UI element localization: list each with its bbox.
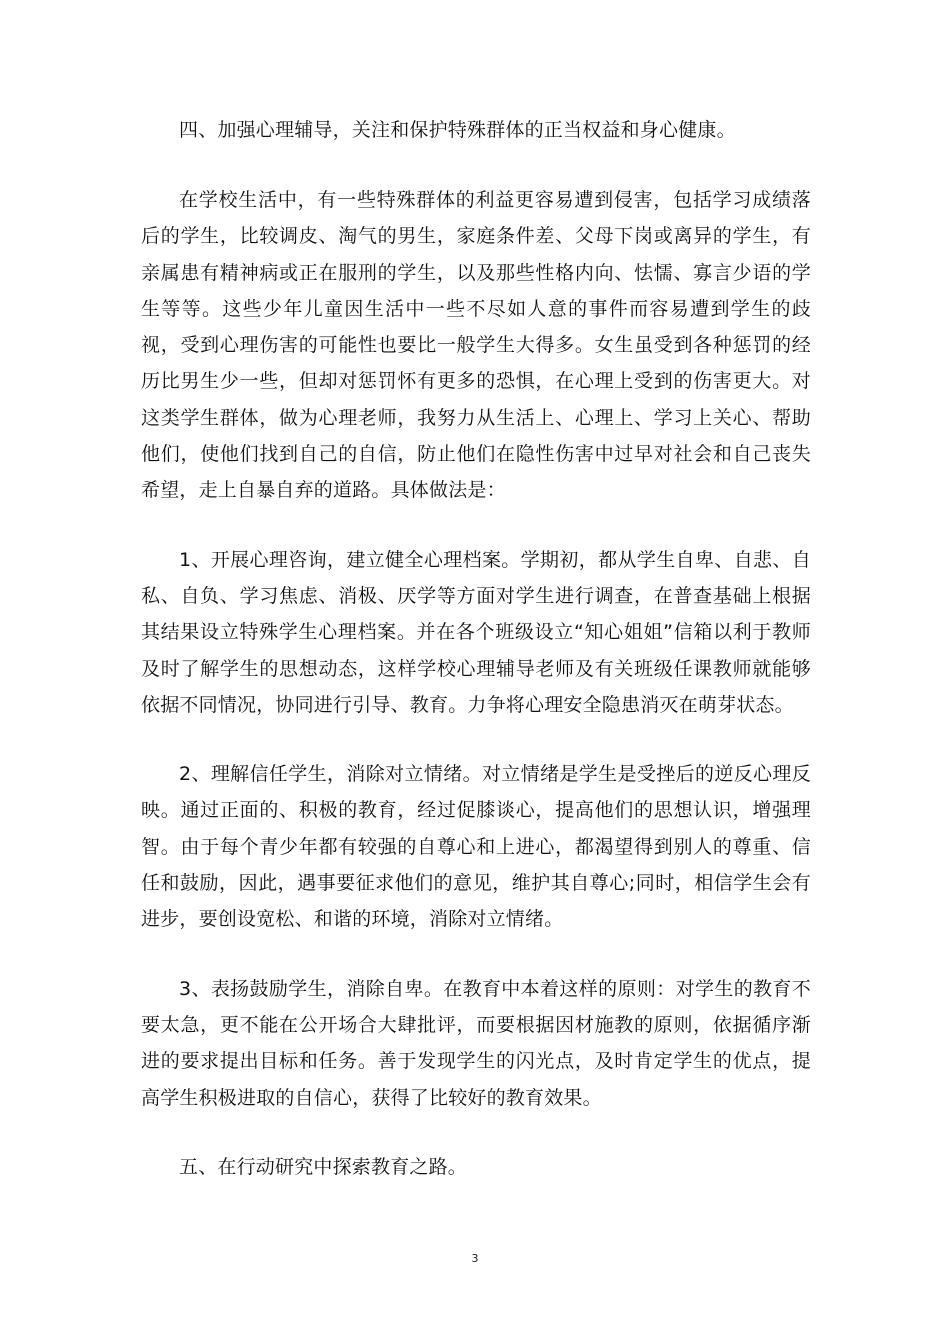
document-body [141, 112, 811, 1219]
paragraph-trust-students: 2、理解信任学生，消除对立情绪。对立情绪是学生是受挫后的逆反心理反映。通过正面的、积极的教育，经过促膝谈心，提高他们的思想认识，增强理智。由于每个青少年都有较强的自尊心和上进心，都渴望得到别人的尊重、信任和鼓励，因此，遇事要征求他们的意见，维护其自尊心;同时，相信学生会有进步，要创设宽松、和谐的环境，消除对立情绪。 [141, 763, 811, 931]
page-number: 3 [471, 1252, 479, 1265]
paragraph-special-groups: 在学校生活中，有一些特殊群体的利益更容易遭到侵害，包括学习成绩落后的学生，比较调皮、淘气的男生，家庭条件差、父母下岗或离异的学生，有亲属患有精神病或正在服刑的学生，以及那些性格内向、怯懦、寡言少语的学生等等。这些少年儿童因生活中一些不尽如人意的事件而容易遭到学生的歧视，受到心理伤害的可能性也要比一般学生大得多。女生虽受到各种惩罚的经历比男生少一些，但却对惩罚怀有更多的恐惧，在心理上受到的伤害更大。对这类学生群体，做为心理老师，我努力从生活上、心理上、学习上关心、帮助他们，使他们找到自己的自信，防止他们在隐性伤害中过早对社会和自己丧失希望，走上自暴自弃的道路。具体做法是： [141, 189, 811, 502]
paragraph-counseling-files: 1、开展心理咨询，建立健全心理档案。学期初，都从学生自卑、自悲、自私、自负、学习焦虑、消极、厌学等方面对学生进行调查，在普查基础上根据其结果设立特殊学生心理档案。并在各个班级设立“知心姐姐”信箱以利于教师及时了解学生的思想动态，这样学校心理辅导老师及有关班级任课教师就能够依据不同情况，协同进行引导、教育。力争将心理安全隐患消灭在萌芽状态。 [141, 548, 811, 716]
section-heading-four: 四、加强心理辅导，关注和保护特殊群体的正当权益和身心健康。 [179, 119, 736, 141]
section-heading-five: 五、在行动研究中探索教育之路。 [179, 1155, 468, 1178]
paragraph-praise-encourage: 3、表扬鼓励学生，消除自卑。在教育中本着这样的原则：对学生的教育不要太急，更不能在公开场合大肆批评，而要根据因材施教的原则，依据循序渐进的要求提出目标和任务。善于发现学生的闪光点，及时肯定学生的优点，提高学生积极进取的自信心，获得了比较好的教育效果。 [141, 977, 811, 1109]
